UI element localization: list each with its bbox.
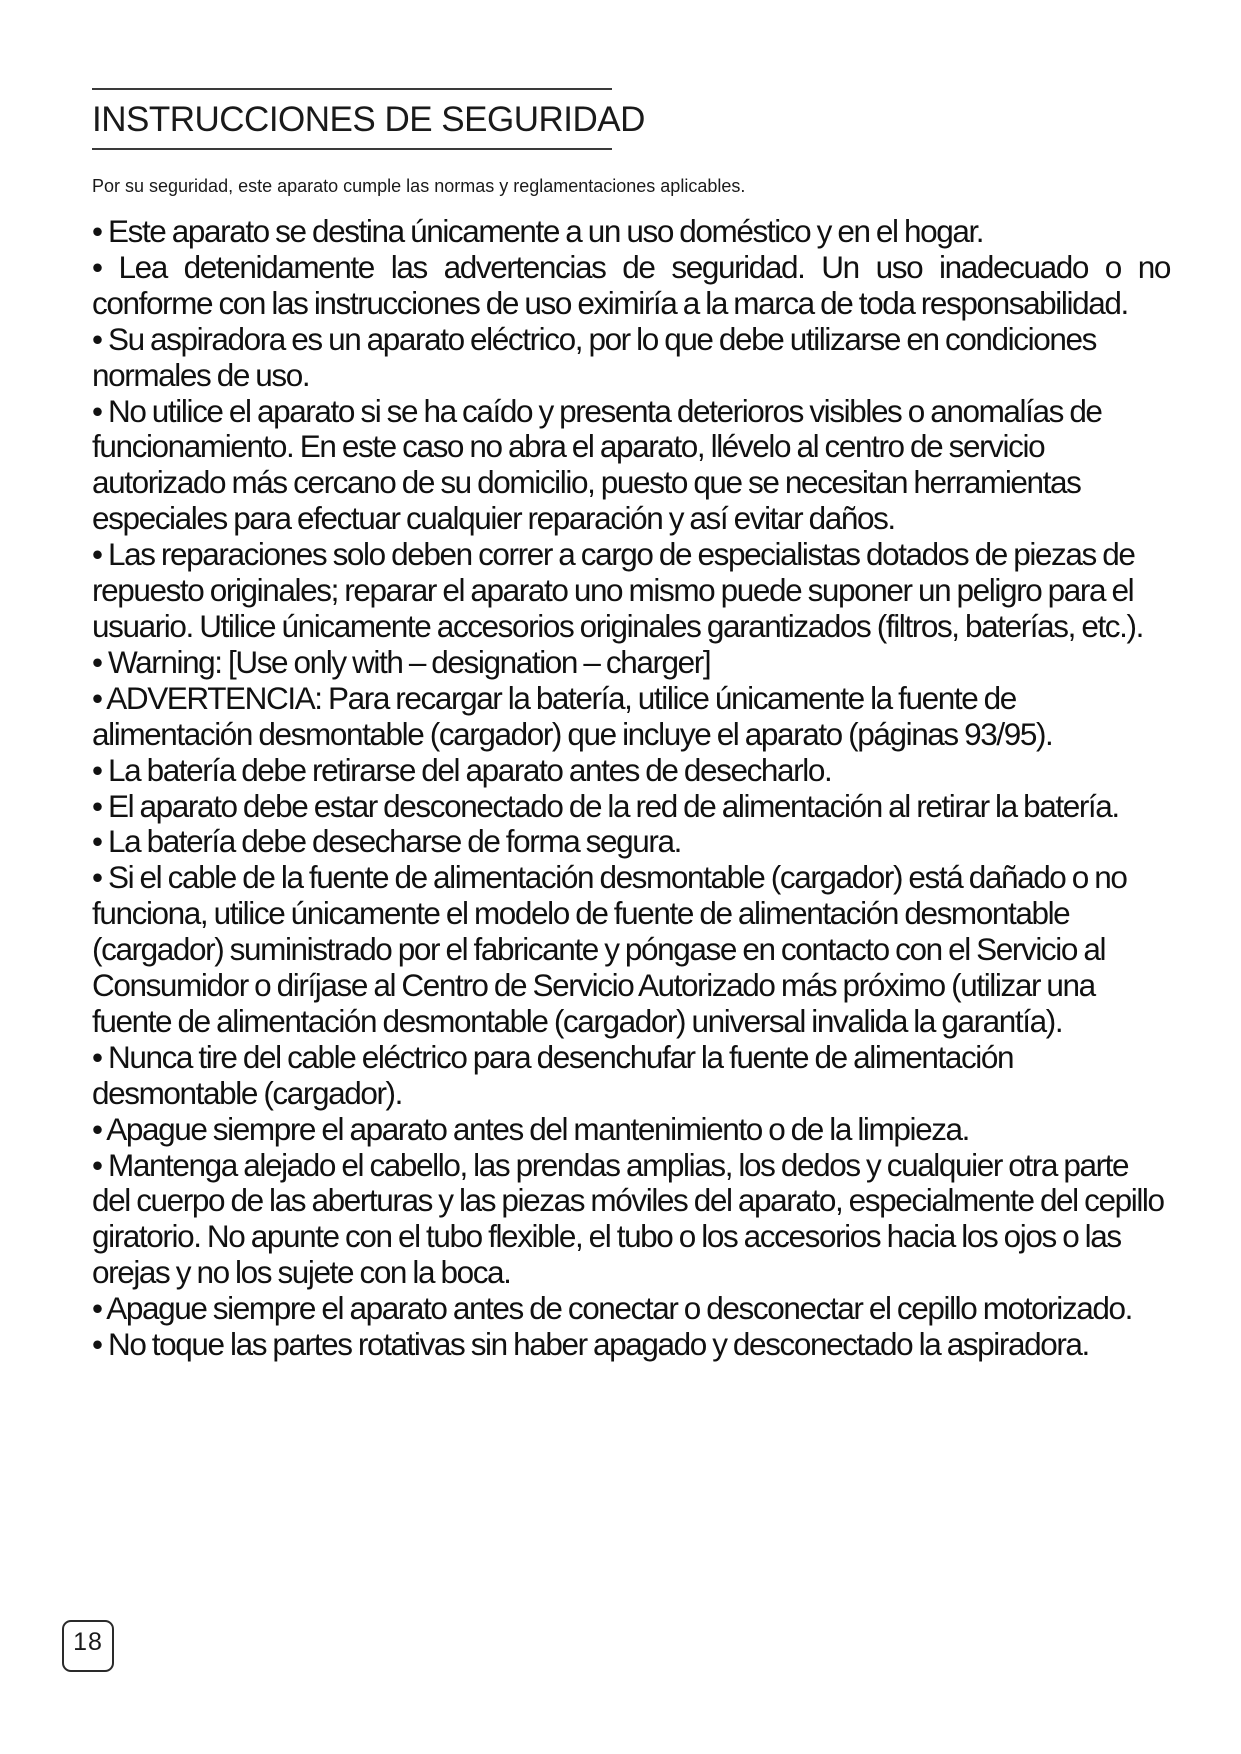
list-item: • La batería debe desecharse de forma segura. xyxy=(92,823,681,860)
page-number: 18 xyxy=(73,1628,103,1656)
list-item: • Nunca tire del cable eléctrico para desenchufar la fuente de alimentación desmontable (cargador). xyxy=(92,1038,1014,1111)
intro-text: Por su seguridad, este aparato cumple las normas y reglamentaciones aplicables. xyxy=(92,176,746,196)
list-item: • No utilice el aparato si se ha caído y presenta deterioros visibles o anomalías de funcionamiento. En este caso no abra el aparato, llévelo al centro de servicio autorizado más cercano de su domicilio, puesto que se necesitan herramientas especiales para efectuar cualquier reparación y así evitar daños. xyxy=(92,392,1102,537)
list-item: • Este aparato se destina únicamente a un uso doméstico y en el hogar. xyxy=(92,213,984,249)
list-item: • La batería debe retirarse del aparato antes de desecharlo. xyxy=(92,751,832,788)
section-header xyxy=(92,88,645,150)
bottom-rule xyxy=(92,148,612,150)
page-number-box xyxy=(62,1620,114,1672)
list-item: • Warning: [Use only with – designation – charger] xyxy=(92,643,711,680)
list-item: • Lea detenidamente las advertencias de seguridad. Un uso inadecuado o no conforme con las instrucciones de uso eximiría a la marca de toda responsabilidad. xyxy=(92,248,1170,321)
list-item: • Si el cable de la fuente de alimentación desmontable (cargador) está dañado o no funciona, utilice únicamente el modelo de fuente de alimentación desmontable (cargador) suministrado por el fabricante y póngase en contacto con el Servicio al Consumidor o diríjase al Centro de Servicio Autorizado más próximo (utilizar una fuente de alimentación desmontable (cargador) universal invalida la garantía). xyxy=(92,859,1127,1039)
list-item: • El aparato debe estar desconectado de la red de alimentación al retirar la batería. xyxy=(92,787,1119,824)
list-item: • Las reparaciones solo deben correr a cargo de especialistas dotados de piezas de repuesto originales; reparar el aparato uno mismo puede suponer un peligro para el usuario. Utilice únicamente accesorios originales garantizados (filtros, baterías, etc.). xyxy=(92,536,1143,644)
list-item: • Mantenga alejado el cabello, las prendas amplias, los dedos y cualquier otra parte del cuerpo de las aberturas y las piezas móviles del aparato, especialmente del cepillo giratorio. No apunte con el tubo flexible, el tubo o los accesorios hacia los ojos o las orejas y no los sujete con la boca. xyxy=(92,1146,1164,1291)
page-title: INSTRUCCIONES DE SEGURIDAD xyxy=(92,100,645,139)
list-item: • No toque las partes rotativas sin haber apagado y desconectado la aspiradora. xyxy=(92,1326,1089,1363)
list-item: • Apague siempre el aparato antes de conectar o desconectar el cepillo motorizado. xyxy=(92,1290,1132,1327)
list-item: • ADVERTENCIA: Para recargar la batería, utilice únicamente la fuente de alimentación desmontable (cargador) que incluye el aparato (páginas 93/95). xyxy=(92,679,1053,752)
list-item: • Apague siempre el aparato antes del mantenimiento o de la limpieza. xyxy=(92,1110,970,1147)
top-rule xyxy=(92,88,612,90)
safety-instructions-list xyxy=(92,214,1170,1363)
list-item: • Su aspiradora es un aparato eléctrico, por lo que debe utilizarse en condiciones normales de uso. xyxy=(92,320,1096,393)
